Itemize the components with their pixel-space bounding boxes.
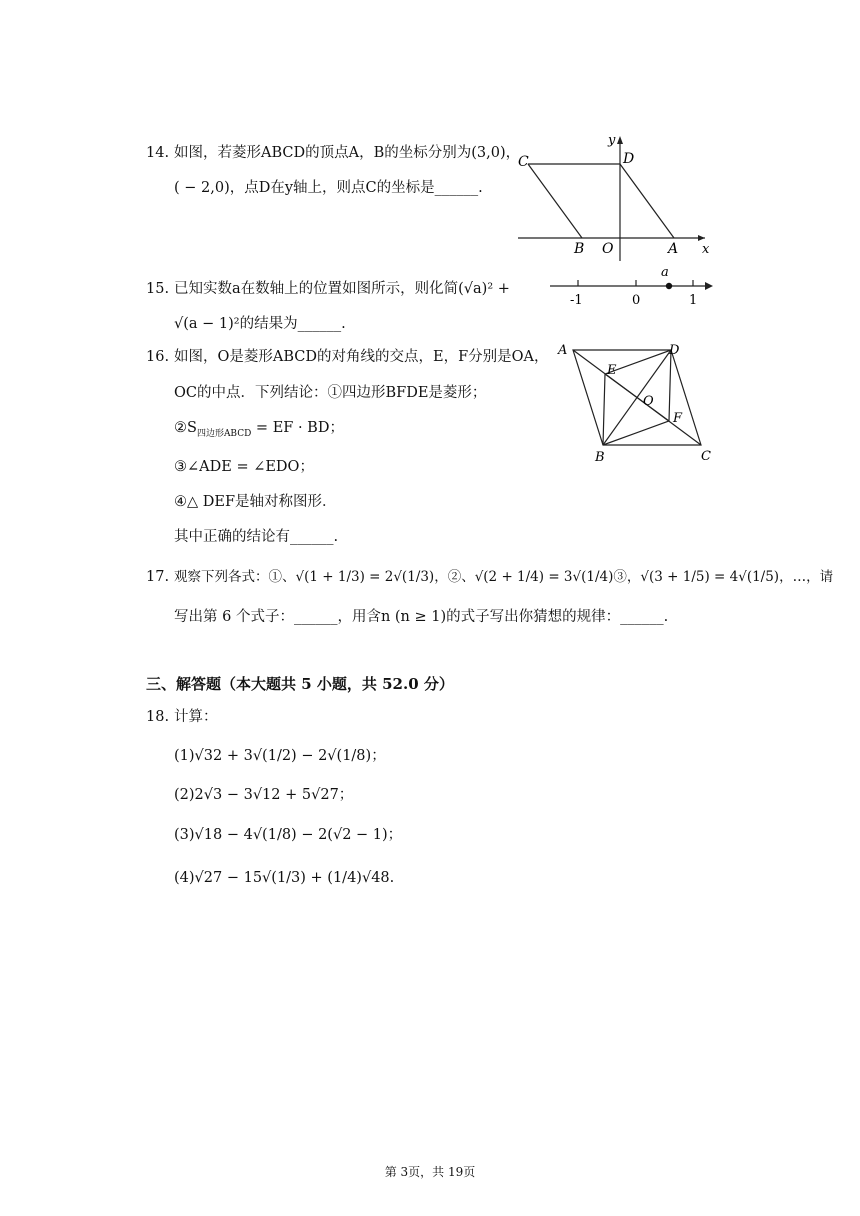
calc-item: (2)2√3 − 3√12 + 5√27； [174,787,354,803]
label-b: B [595,450,605,465]
question-text: OC的中点．下列结论：①四边形BFDE是菱形； [174,385,487,401]
area-equation: = EF · BD； [251,420,344,436]
question-text: 观察下列各式：①、√(1 + 1/3) = 2√(1/3)，②、√(2 + 1/4) = 3√(1/4)③，√(3 + 1/5) = 4√(1/5)，…，请 [174,569,834,585]
question-text [174,418,344,444]
area-subscript: 四边形ABCD [196,428,252,439]
question-text: 已知实数a在数轴上的位置如图所示，则化简(√a)² + [174,281,510,297]
label-b: B [574,241,585,257]
label-o: O [602,241,614,257]
question-number: 18. [146,709,170,725]
label-a: A [558,343,568,358]
question-text: ③∠ADE = ∠EDO； [174,459,314,475]
question-text: 如图，若菱形ABCD的顶点A，B的坐标分别为(3,0)， [174,145,521,161]
label-e: E [607,363,617,378]
question-text: √(a − 1)²的结果为______. [174,316,346,332]
label-y-axis: y [608,133,616,148]
section-title: 三、解答题（本大题共 5 小题，共 52.0 分） [146,675,454,693]
question-text: ( − 2,0)，点D在y轴上，则点C的坐标是______. [174,180,483,196]
rhombus-coordinate-figure [510,126,715,266]
label-a-point: a [661,265,669,280]
label-c: C [701,449,711,464]
calc-item: (1)√32 + 3√(1/2) − 2√(1/8)； [174,748,386,764]
calc-item: (3)√18 − 4√(1/8) − 2(√2 − 1)； [174,827,403,843]
label-a: A [668,241,679,257]
label-d: D [623,151,635,167]
label-d: D [669,343,680,358]
number-line-figure [545,262,720,312]
question-number: 15. [146,281,170,297]
label-c: C [518,154,529,170]
question-number: 17. [146,569,170,585]
calc-item: (4)√27 − 15√(1/3) + (1/4)√48. [174,870,395,886]
question-number: 14. [146,145,170,161]
label-f: F [673,411,683,426]
question-title: 计算： [174,709,218,725]
question-number: 16. [146,349,170,365]
question-text: 其中正确的结论有______. [174,529,339,545]
tick-label: 1 [689,293,698,308]
rhombus-diagonals-figure [553,338,723,466]
page-footer: 第 3页，共 19页 [384,1165,476,1179]
label-x-axis: x [702,242,710,257]
label-o: O [643,394,654,409]
tick-label: -1 [570,293,583,308]
question-text: ④△ DEF是轴对称图形． [174,494,337,510]
question-text: 写出第 6 个式子：______，用含n (n ≥ 1)的式子写出你猜想的规律：______. [174,609,669,625]
tick-label: 0 [632,293,641,308]
area-symbol: ②S [174,420,197,436]
question-text: 如图，O是菱形ABCD的对角线的交点，E，F分别是OA， [174,349,549,365]
